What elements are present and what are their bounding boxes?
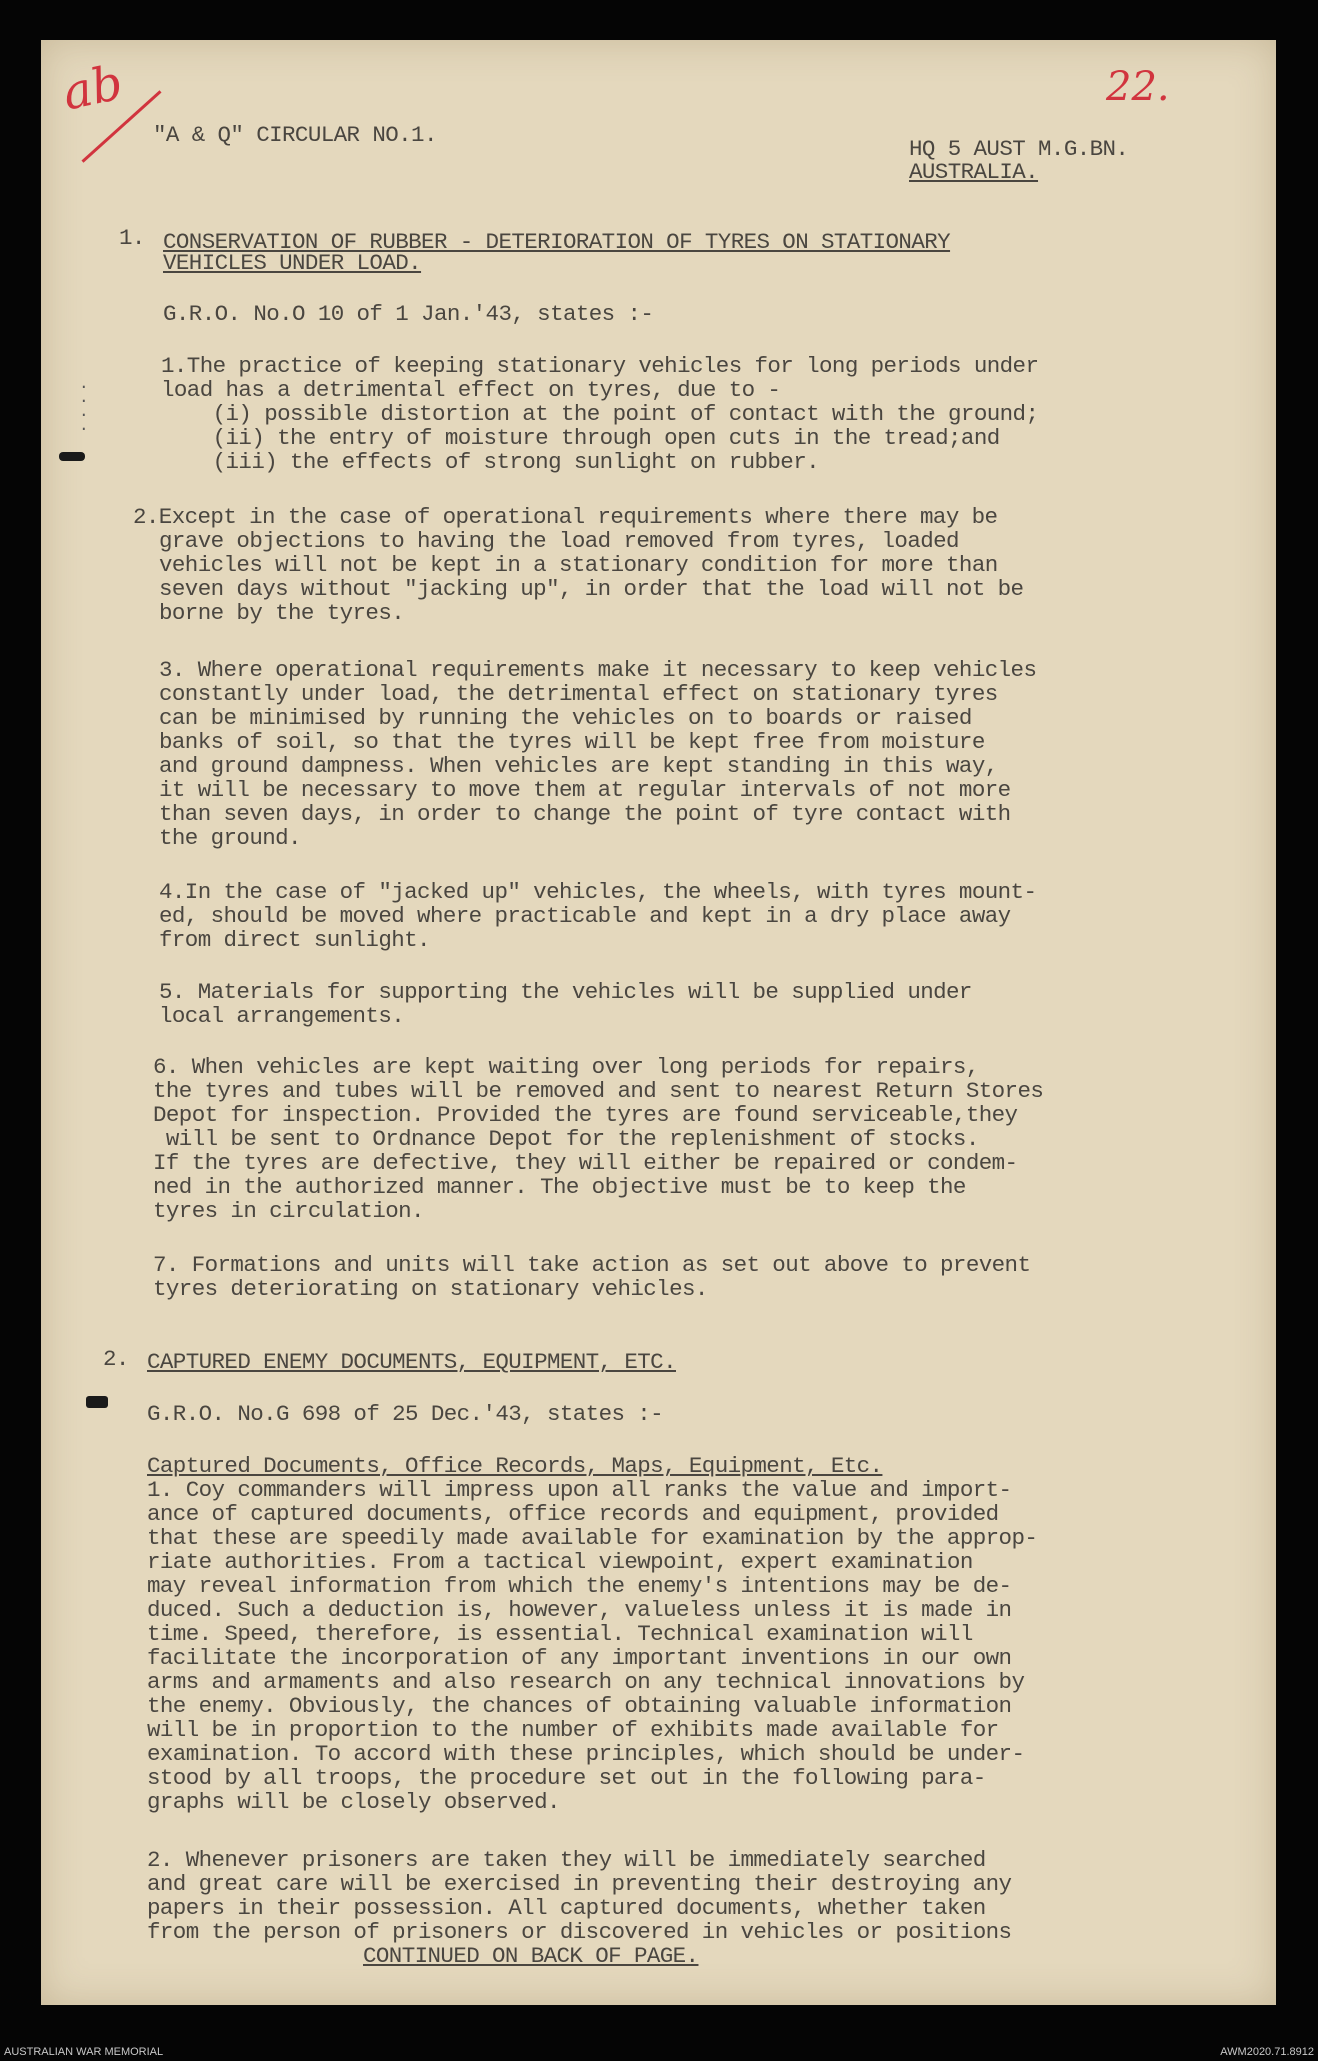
footer-right: AWM2020.71.8912: [1220, 2046, 1314, 2058]
section-1-number: 1.: [119, 225, 145, 251]
text-line: riate authorities. From a tactical viewpoint, expert examination: [147, 1549, 973, 1575]
section-1-title-line-2: VEHICLES UNDER LOAD.: [163, 250, 422, 276]
hq-line-2: AUSTRALIA.: [909, 159, 1039, 185]
text-line: will be in proportion to the number of exhibits made available for: [147, 1717, 999, 1743]
text-line: ance of captured documents, office records and equipment, provided: [147, 1501, 999, 1527]
section-2-number: 2.: [103, 1346, 129, 1372]
text-line: Depot for inspection. Provided the tyres are found serviceable,they: [153, 1102, 1018, 1128]
text-line: grave objections to having the load removed from tyres, loaded: [159, 528, 959, 554]
circular-title: "A & Q" CIRCULAR NO.1.: [153, 122, 437, 148]
section-1-order-ref: G.R.O. No.O 10 of 1 Jan.'43, states :-: [163, 301, 654, 327]
text-line: the enemy. Obviously, the chances of obtaining valuable information: [147, 1693, 1012, 1719]
text-line: 7. Formations and units will take action as set out above to prevent: [153, 1252, 1031, 1278]
text-line: can be minimised by running the vehicles on to boards or raised: [159, 705, 972, 731]
text-line: the tyres and tubes will be removed and sent to nearest Return Stores: [153, 1078, 1044, 1104]
punch-mark: [86, 1396, 108, 1408]
text-line: 6. When vehicles are kept waiting over long periods for repairs,: [153, 1054, 979, 1080]
text-line: 2. Whenever prisoners are taken they will be immediately searched: [147, 1847, 986, 1873]
text-line: 3. Where operational requirements make it necessary to keep vehicles: [159, 657, 1037, 683]
text-line: it will be necessary to move them at regular intervals of not more: [159, 777, 1011, 803]
text-line: tyres in circulation.: [153, 1198, 424, 1224]
margin-dots: · · · ·: [79, 378, 89, 438]
text-line: (iii) the effects of strong sunlight on rubber.: [161, 449, 820, 475]
text-line: may reveal information from which the enemy's intentions may be de-: [147, 1573, 1012, 1599]
handwritten-initials: ab: [57, 54, 128, 122]
section-2-order-ref: G.R.O. No.G 698 of 25 Dec.'43, states :-: [147, 1401, 664, 1427]
text-line: facilitate the incorporation of any important inventions in our own: [147, 1645, 1012, 1671]
text-line: ed, should be moved where practicable and kept in a dry place away: [159, 903, 1011, 929]
text-line: borne by the tyres.: [159, 600, 405, 626]
text-line: banks of soil, so that the tyres will be kept free from moisture: [159, 729, 985, 755]
text-line: than seven days, in order to change the point of tyre contact with: [159, 801, 1011, 827]
text-line: tyres deteriorating on stationary vehicles.: [153, 1276, 708, 1302]
text-line: If the tyres are defective, they will either be repaired or condem-: [153, 1150, 1018, 1176]
text-line: duced. Such a deduction is, however, valueless unless it is made in: [147, 1597, 1012, 1623]
text-line: time. Speed, therefore, is essential. Technical examination will: [147, 1621, 973, 1647]
footer-left: AUSTRALIAN WAR MEMORIAL: [4, 2046, 164, 2058]
text-line: load has a detrimental effect on tyres, due to -: [161, 377, 781, 403]
text-line: vehicles will not be kept in a stationary condition for more than: [159, 552, 998, 578]
text-line: 4.In the case of "jacked up" vehicles, the wheels, with tyres mount-: [159, 879, 1037, 905]
text-line: stood by all troops, the procedure set out in the following para-: [147, 1765, 986, 1791]
section-1-title-line-1: CONSERVATION OF RUBBER - DETERIORATION OF TYRES ON STATIONARY: [163, 229, 951, 255]
text-line: constantly under load, the detrimental effect on stationary tyres: [159, 681, 998, 707]
text-line: local arrangements.: [159, 1003, 405, 1029]
text-line: papers in their possession. All captured documents, whether taken: [147, 1895, 986, 1921]
text-line: ned in the authorized manner. The objective must be to keep the: [153, 1174, 966, 1200]
text-line: graphs will be closely observed.: [147, 1789, 560, 1815]
hq-line-1: HQ 5 AUST M.G.BN.: [909, 136, 1129, 162]
text-line: 5. Materials for supporting the vehicles will be supplied under: [159, 979, 972, 1005]
text-line: 2.Except in the case of operational requirements where there may be: [133, 504, 998, 530]
text-line: from direct sunlight.: [159, 927, 430, 953]
text-line: seven days without "jacking up", in order that the load will not be: [159, 576, 1024, 602]
section-2-title: CAPTURED ENEMY DOCUMENTS, EQUIPMENT, ETC.: [147, 1349, 676, 1375]
page-number: 22.: [1106, 64, 1170, 110]
text-line: and great care will be exercised in preventing their destroying any: [147, 1871, 1012, 1897]
punch-mark: [59, 452, 85, 461]
section-2-subtitle: Captured Documents, Office Records, Maps, Equipment, Etc.: [147, 1453, 883, 1479]
text-line: will be sent to Ordnance Depot for the replenishment of stocks.: [153, 1126, 979, 1152]
text-line: from the person of prisoners or discovered in vehicles or positions: [147, 1919, 1012, 1945]
text-line: and ground dampness. When vehicles are kept standing in this way,: [159, 753, 998, 779]
text-line: that these are speedily made available for examination by the approp-: [147, 1525, 1038, 1551]
document-page: [41, 40, 1276, 2005]
continued-note: CONTINUED ON BACK OF PAGE.: [363, 1943, 699, 1969]
text-line: the ground.: [159, 825, 301, 851]
text-line: 1. Coy commanders will impress upon all ranks the value and import-: [147, 1477, 1012, 1503]
text-line: (i) possible distortion at the point of contact with the ground;: [161, 401, 1039, 427]
text-line: arms and armaments and also research on any technical innovations by: [147, 1669, 1025, 1695]
text-line: (ii) the entry of moisture through open cuts in the tread;and: [161, 425, 1000, 451]
text-line: 1.The practice of keeping stationary vehicles for long periods under: [161, 353, 1039, 379]
text-line: examination. To accord with these principles, which should be under-: [147, 1741, 1025, 1767]
